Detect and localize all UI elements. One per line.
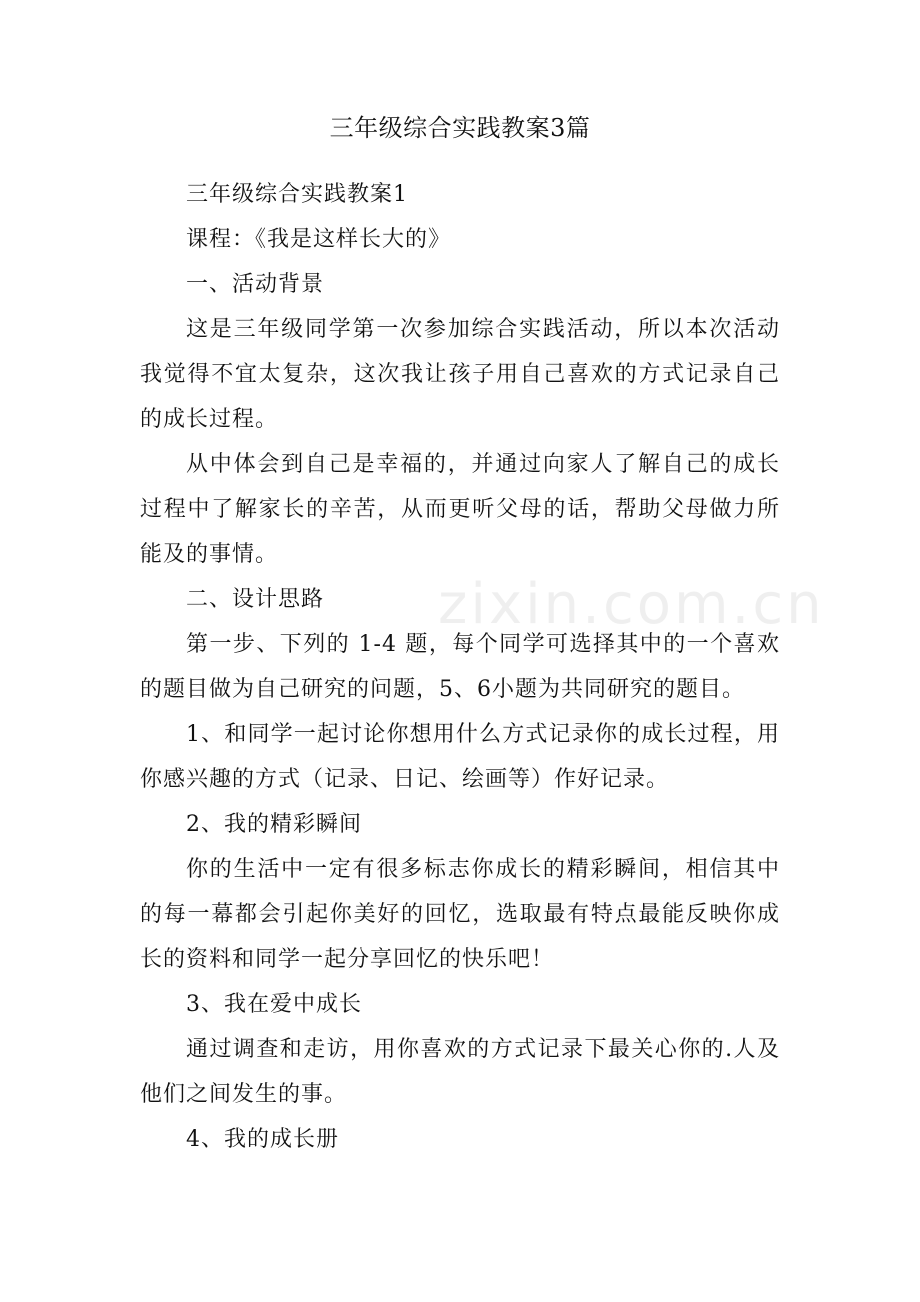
paragraph-background-goal: 从中体会到自己是幸福的，并通过向家人了解自己的成长过程中了解家长的辛苦，从而更听父母的话，帮助父母做力所能及的事情。: [140, 452, 780, 567]
heading-design-ideas: 二、设计思路: [186, 587, 325, 612]
list-item-4-heading: 4、我的成长册: [186, 1127, 339, 1152]
paragraph-background-intro: 这是三年级同学第一次参加综合实践活动，所以本次活动我觉得不宜太复杂，这次我让孩子用自己喜欢的方式记录自己的成长过程。: [140, 317, 780, 432]
section-heading-lesson-1: 三年级综合实践教案1: [186, 182, 408, 207]
paragraph-highlight-moments: 你的生活中一定有很多标志你成长的精彩瞬间，相信其中的每一幕都会引起你美好的回忆，选取最有特点最能反映你成长的资料和同学一起分享回忆的快乐吧！: [140, 857, 780, 972]
heading-activity-background: 一、活动背景: [186, 272, 325, 297]
paragraph-growing-in-love: 通过调查和走访，用你喜欢的方式记录下最关心你的.人及他们之间发生的事。: [140, 1037, 780, 1107]
list-item-1: 1、和同学一起讨论你想用什么方式记录你的成长过程，用你感兴趣的方式（记录、日记、绘画等）作好记录。: [140, 722, 780, 792]
list-item-3-heading: 3、我在爱中成长: [186, 992, 362, 1017]
course-title: 课程：《我是这样长大的》: [186, 227, 452, 252]
watermark: zixin.com.cn: [438, 572, 825, 637]
paragraph-step-one: 第一步、下列的 1-4 题，每个同学可选择其中的一个喜欢的题目做为自己研究的问题，5、6小题为共同研究的题目。: [140, 632, 780, 702]
list-item-2-heading: 2、我的精彩瞬间: [186, 812, 362, 837]
document-title: 三年级综合实践教案3篇: [329, 114, 591, 142]
